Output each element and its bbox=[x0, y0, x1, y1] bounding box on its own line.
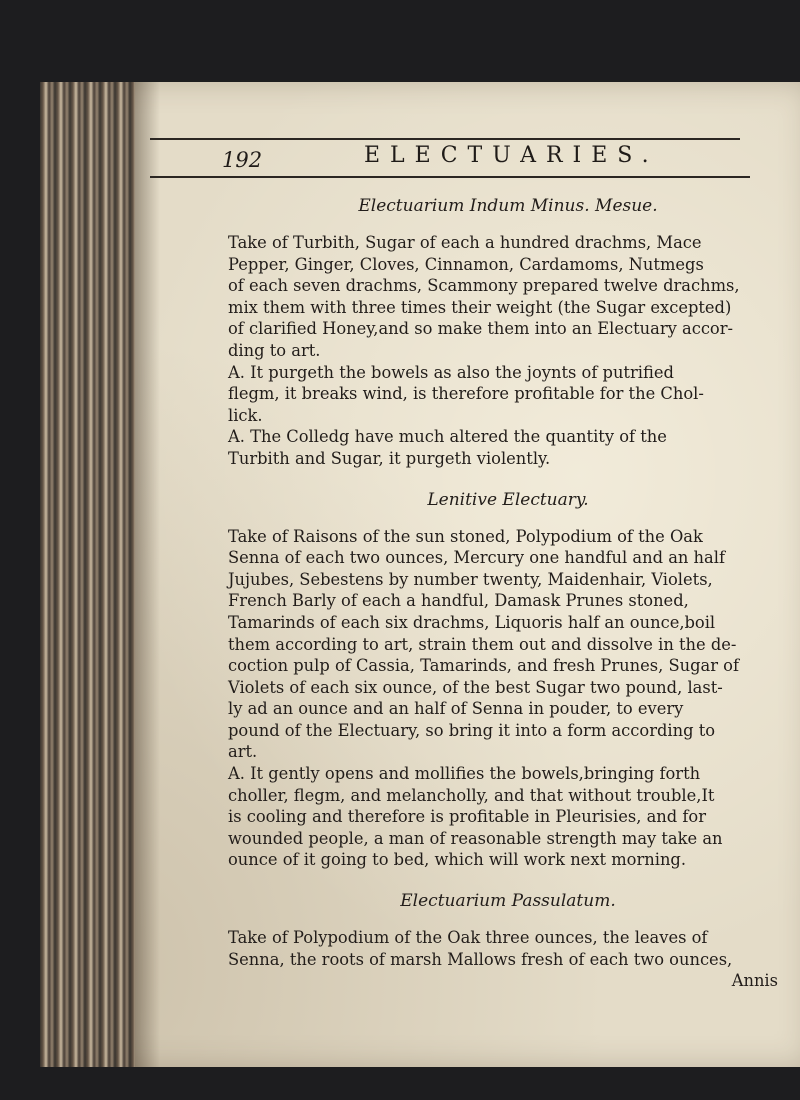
text-line: flegm, it breaks wind, is therefore profitable for the Chol- bbox=[228, 384, 704, 404]
text-line: Turbith and Sugar, it purgeth violently. bbox=[228, 448, 551, 468]
text-line: Violets of each six ounce, of the best Sugar two pound, last- bbox=[228, 677, 723, 697]
text-line: French Barly of each a handful, Damask Prunes stoned, bbox=[228, 591, 689, 611]
text-line: ly ad an ounce and an half of Senna in pouder, to every bbox=[228, 699, 684, 719]
text-line: them according to art, strain them out and dissolve in the de- bbox=[228, 634, 737, 654]
section-heading: Electuarium Indum Minus. Mesue. bbox=[358, 196, 658, 216]
text-line: mix them with three times their weight (the Sugar excepted) bbox=[228, 297, 732, 317]
text-line: of clarified Honey,and so make them into an Electuary accor- bbox=[228, 319, 734, 339]
section-heading: Lenitive Electuary. bbox=[427, 489, 589, 510]
text-line: of each seven drachms, Scammony prepared twelve drachms, bbox=[228, 276, 740, 296]
page-number: 192 bbox=[222, 148, 263, 172]
text-line: ounce of it going to bed, which will work next morning. bbox=[228, 850, 687, 870]
text-line: Take of Polypodium of the Oak three ounces, the leaves of bbox=[228, 928, 708, 948]
text-line: Senna, the roots of marsh Mallows fresh of each two ounces, bbox=[228, 949, 733, 969]
text-line: Tamarinds of each six drachms, Liquoris half an ounce,boil bbox=[228, 612, 716, 632]
text-line: art. bbox=[228, 742, 258, 762]
text-line: Take of Turbith, Sugar of each a hundred drachms, Mace bbox=[228, 233, 702, 252]
page-text bbox=[228, 190, 788, 992]
text-line: A. The Colledg have much altered the quantity of the bbox=[228, 427, 667, 447]
running-head: ELECTUARIES. bbox=[364, 143, 659, 168]
catchword: Annis bbox=[731, 971, 778, 991]
text-line: Pepper, Ginger, Cloves, Cinnamon, Cardamoms, Nutmegs bbox=[228, 254, 704, 274]
text-line: ding to art. bbox=[228, 340, 321, 360]
text-line: A. It gently opens and mollifies the bowels,bringing forth bbox=[228, 764, 701, 784]
text-line: wounded people, a man of reasonable strength may take an bbox=[228, 828, 723, 848]
text-line: Jujubes, Sebestens by number twenty, Maidenhair, Violets, bbox=[228, 569, 713, 589]
header-rule-bottom bbox=[150, 176, 750, 178]
text-line: Senna of each two ounces, Mercury one handful and an half bbox=[228, 548, 725, 568]
text-line: coction pulp of Cassia, Tamarinds, and fresh Prunes, Sugar of bbox=[228, 656, 740, 676]
text-line: lick. bbox=[228, 405, 263, 425]
text-line: A. It purgeth the bowels as also the joynts of putrified bbox=[228, 362, 674, 382]
text-line: is cooling and therefore is profitable in Pleurisies, and for bbox=[228, 807, 706, 827]
text-line: choller, flegm, and melancholly, and that without trouble,It bbox=[228, 785, 715, 805]
header-rule-top bbox=[150, 138, 740, 140]
text-line: pound of the Electuary, so bring it into a form according to bbox=[228, 720, 716, 740]
section-heading: Electuarium Passulatum. bbox=[400, 891, 616, 912]
book-binding bbox=[40, 82, 135, 1067]
text-line: Take of Raisons of the sun stoned, Polypodium of the Oak bbox=[228, 526, 703, 546]
